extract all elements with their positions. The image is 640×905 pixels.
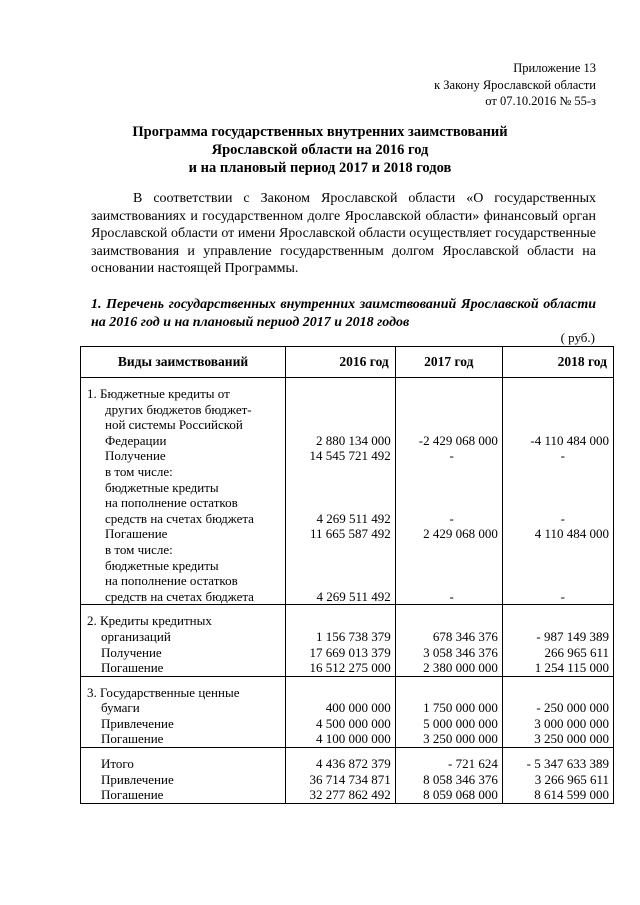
value-cell	[288, 573, 391, 589]
row-label: ной системы Российской	[105, 417, 243, 433]
value-cell: 8 059 068 000	[423, 787, 498, 803]
group2-names	[81, 605, 286, 676]
value-cell: 4 110 484 000	[534, 526, 609, 542]
group3-2018	[502, 676, 613, 747]
value-cell: 678 346 376	[432, 628, 498, 644]
row-label: 2. Кредиты кредитных	[87, 613, 212, 629]
value-cell: 32 277 862 492	[309, 787, 391, 803]
value-cell: 36 714 734 871	[309, 771, 391, 787]
value-cell: -	[449, 588, 454, 604]
group-budget-credits	[81, 378, 614, 605]
document-title	[0, 123, 640, 177]
row-label: бюджетные кредиты	[105, 557, 219, 573]
value-cell: 3 250 000 000	[423, 731, 498, 747]
value-cell	[398, 573, 498, 589]
value-cell	[505, 558, 609, 574]
row-label: Федерации	[105, 432, 167, 448]
row-label: Получение	[105, 448, 166, 464]
row-label: средств на счетах бюджета	[105, 510, 254, 526]
value-cell: 5 000 000 000	[423, 715, 498, 731]
value-cell: 4 436 872 379	[316, 756, 391, 772]
value-cell	[505, 613, 609, 629]
value-cell	[398, 558, 498, 574]
borrowings-table	[80, 346, 614, 804]
group-bank-credits	[81, 605, 614, 676]
value-cell	[288, 495, 391, 511]
value-cell	[288, 685, 391, 701]
value-cell	[505, 402, 609, 418]
value-cell: 3 000 000 000	[534, 715, 609, 731]
row-label: Привлечение	[101, 715, 174, 731]
value-cell: 1 156 738 379	[316, 628, 391, 644]
value-cell	[398, 495, 498, 511]
value-cell: -	[560, 588, 565, 604]
value-cell	[505, 386, 609, 402]
value-cell: 266 965 611	[544, 644, 609, 660]
value-cell: 8 058 346 376	[423, 771, 498, 787]
value-cell: 16 512 275 000	[309, 660, 391, 676]
value-cell: 17 669 013 379	[309, 644, 391, 660]
section-1-title: 1. Перечень государственных внутренних заимствований Ярославской области на 2016 год и на плановый период 2017 и 2018 годов	[91, 297, 596, 330]
total-2016	[286, 748, 396, 804]
row-label: бумаги	[101, 700, 140, 716]
value-cell	[288, 480, 391, 496]
row-label: Привлечение	[101, 771, 174, 787]
value-cell	[288, 464, 391, 480]
row-label: 1. Бюджетные кредиты от	[87, 386, 230, 401]
table-header-row	[81, 347, 614, 378]
value-cell: 8 614 599 000	[534, 787, 609, 803]
value-cell: 3 250 000 000	[534, 731, 609, 747]
value-cell: 4 269 511 492	[316, 588, 391, 604]
row-label: бюджетные кредиты	[105, 479, 219, 495]
row-label: средств на счетах бюджета	[105, 588, 254, 604]
value-cell	[505, 417, 609, 433]
group-securities	[81, 676, 614, 747]
group1-2016	[286, 378, 396, 605]
value-cell	[505, 495, 609, 511]
value-cell: 400 000 000	[325, 700, 391, 716]
value-cell: 3 058 346 376	[423, 644, 498, 660]
appendix-line-3: от 07.10.2016 № 55-з	[485, 94, 596, 108]
value-cell	[505, 573, 609, 589]
row-label: Погашение	[105, 526, 168, 542]
value-cell	[398, 386, 498, 402]
row-label: Получение	[101, 644, 162, 660]
value-cell: 2 880 134 000	[316, 432, 391, 448]
value-cell: -	[560, 448, 565, 464]
value-cell: - 250 000 000	[536, 700, 609, 716]
total-2018	[502, 748, 613, 804]
appendix-line-2: к Закону Ярославской области	[434, 77, 596, 92]
value-cell: -	[449, 448, 454, 464]
header-2018: 2018 год	[502, 347, 613, 378]
row-label: на пополнение остатков	[105, 495, 238, 511]
value-cell	[398, 542, 498, 558]
value-cell: - 5 347 633 389	[526, 756, 609, 772]
header-2017: 2017 год	[395, 347, 502, 378]
value-cell	[398, 417, 498, 433]
value-cell	[398, 613, 498, 629]
row-label: Погашение	[101, 731, 164, 747]
value-cell	[288, 558, 391, 574]
units-label: ( руб.)	[560, 330, 595, 345]
value-cell	[288, 542, 391, 558]
row-label: организаций	[101, 628, 171, 644]
value-cell: 11 665 587 492	[309, 526, 391, 542]
group3-2017	[395, 676, 502, 747]
group1-2018	[502, 378, 613, 605]
value-cell	[288, 402, 391, 418]
value-cell: - 987 149 389	[536, 628, 609, 644]
group2-2017	[395, 605, 502, 676]
appendix-line-1: Приложение 13	[513, 61, 596, 75]
group1-2017	[395, 378, 502, 605]
total-names	[81, 748, 286, 804]
value-cell: -	[560, 510, 565, 526]
appendix-block	[434, 60, 596, 110]
value-cell: -2 429 068 000	[418, 432, 498, 448]
value-cell: 4 269 511 492	[316, 510, 391, 526]
title-line-1: Программа государственных внутренних заимствований	[132, 124, 508, 140]
total-2017	[395, 748, 502, 804]
value-cell	[505, 464, 609, 480]
title-line-3: и на плановый период 2017 и 2018 годов	[188, 160, 452, 176]
group1-names	[81, 378, 286, 605]
row-label: Погашение	[101, 660, 164, 676]
value-cell	[398, 402, 498, 418]
value-cell: 2 380 000 000	[423, 660, 498, 676]
group2-2016	[286, 605, 396, 676]
value-cell	[398, 685, 498, 701]
header-type: Виды заимствований	[81, 347, 286, 378]
value-cell: 4 100 000 000	[316, 731, 391, 747]
value-cell	[288, 417, 391, 433]
row-label: 3. Государственные ценные	[87, 684, 240, 700]
value-cell	[505, 542, 609, 558]
value-cell	[505, 685, 609, 701]
value-cell: 3 266 965 611	[534, 771, 609, 787]
row-label: Итого	[101, 756, 134, 772]
row-label: Погашение	[101, 787, 164, 803]
value-cell	[398, 464, 498, 480]
value-cell: 1 750 000 000	[423, 700, 498, 716]
group2-2018	[502, 605, 613, 676]
group3-2016	[286, 676, 396, 747]
row-label: на пополнение остатков	[105, 573, 238, 589]
header-2016: 2016 год	[286, 347, 396, 378]
group3-names	[81, 676, 286, 747]
value-cell	[288, 386, 391, 402]
value-cell: -	[449, 510, 454, 526]
value-cell: 4 500 000 000	[316, 715, 391, 731]
row-label: в том числе:	[105, 463, 173, 479]
intro-paragraph: В соответствии с Законом Ярославской области «О государственных заимствованиях и государственном долге Ярославской области» финансовый орган Ярославской области от имени Ярославской области осуществляет государственные заимствования и управление государственным долгом Ярославской области на основании настоящей Программы.	[91, 191, 596, 277]
row-label: в том числе:	[105, 541, 173, 557]
value-cell	[398, 480, 498, 496]
group-total	[81, 748, 614, 804]
value-cell: - 721 624	[448, 756, 498, 772]
value-cell: 1 254 115 000	[534, 660, 609, 676]
value-cell: -4 110 484 000	[530, 432, 609, 448]
value-cell	[505, 480, 609, 496]
value-cell: 14 545 721 492	[309, 448, 391, 464]
value-cell	[288, 613, 391, 629]
title-line-2: Ярославской области на 2016 год	[211, 142, 429, 158]
value-cell: 2 429 068 000	[423, 526, 498, 542]
row-label: других бюджетов бюджет-	[105, 401, 252, 417]
